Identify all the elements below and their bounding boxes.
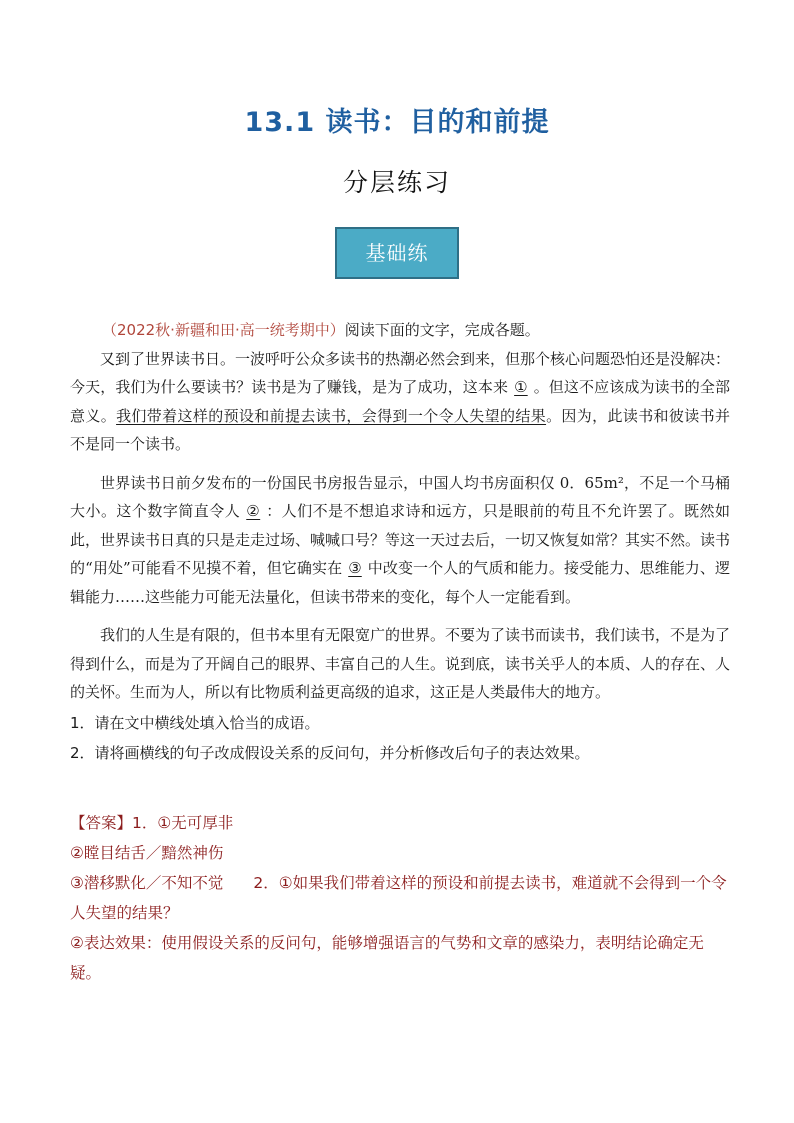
level-badge: 基础练 bbox=[335, 227, 459, 279]
question-2: 2．请将画横线的句子改成假设关系的反问句，并分析修改后句子的表达效果。 bbox=[70, 744, 590, 762]
answer-line-2: ②瞠目结舌／黯然神伤 bbox=[70, 843, 224, 862]
fill-blank-3: ③ bbox=[348, 559, 362, 577]
answer-line-1: 【答案】1．①无可厚非 bbox=[70, 813, 234, 832]
passage-text: 世界读书日前夕发布的一份国民书房报告显示，中国人均书房面积仅 0．65m²，不足一个马桶大小。这个数字简直令人 bbox=[70, 473, 730, 520]
underlined-sentence: 我们带着这样的预设和前提去读书，会得到一个令人失望的结果 bbox=[116, 406, 547, 425]
answer-block bbox=[70, 808, 730, 988]
exercise-content bbox=[70, 316, 730, 988]
passage-text: 。因为，此读书和彼读书并不是同一个读书。 bbox=[70, 406, 730, 453]
passage-text: ：人们不是不想追求诗和远方，只是眼前的苟且不允许罢了。既然如此，世界读书日真的只是走走过场、喊喊口号？等这一天过去后，一切又恢复如常？其实不然。读书的“用处”可能看不见摸不着，但它确实在 bbox=[70, 502, 731, 577]
answer-line-3 bbox=[70, 868, 730, 928]
fill-blank-2: ② bbox=[246, 502, 261, 520]
source-line bbox=[70, 316, 730, 345]
question-1: 1．请在文中横线处填入恰当的成语。 bbox=[70, 713, 320, 732]
document-title: 13.1 读书：目的和前提 bbox=[244, 107, 550, 138]
source-label: （2022秋·新疆和田·高一统考期中） bbox=[102, 321, 345, 339]
question-list bbox=[70, 709, 730, 768]
answer-part: ③潜移默化／不知不觉 bbox=[70, 873, 224, 892]
fill-blank-1: ① bbox=[514, 378, 528, 396]
passage-paragraph-3: 我们的人生是有限的，但书本里有无限宽广的世界。不要为了读书而读书，我们读书，不是为了得到什么，而是为了开阔自己的眼界、丰富自己的人生。说到底，读书关乎人的本质、人的存在、人的关怀。生而为人，所以有比物质利益更高级的追求，这正是人类最伟大的地方。 bbox=[70, 626, 731, 701]
passage-text: 中改变一个人的气质和能力。接受能力、思维能力、逻辑能力……这些能力可能无法量化，但读书带来的变化，每个人一定能看到。 bbox=[70, 559, 730, 606]
passage-paragraph-2 bbox=[70, 469, 730, 612]
instruction-text: 阅读下面的文字，完成各题。 bbox=[344, 321, 540, 339]
passage-paragraph-1 bbox=[70, 345, 730, 459]
passage-text: 。但这不应该成为读书的全部意义。 bbox=[70, 378, 730, 425]
answer-line-4: ②表达效果：使用假设关系的反问句，能够增强语言的气势和文章的感染力，表明结论确定无疑。 bbox=[70, 933, 704, 982]
answer-part: 2．①如果我们带着这样的预设和前提去读书，难道就不会得到一个令人失望的结果？ bbox=[70, 873, 727, 922]
document-subtitle: 分层练习 bbox=[342, 168, 451, 197]
passage-text: 又到了世界读书日。一波呼吁公众多读书的热潮必然会到来，但那个核心问题恐怕还是没解决：今天，我们为什么要读书？读书是为了赚钱，是为了成功，这本来 bbox=[70, 349, 731, 396]
